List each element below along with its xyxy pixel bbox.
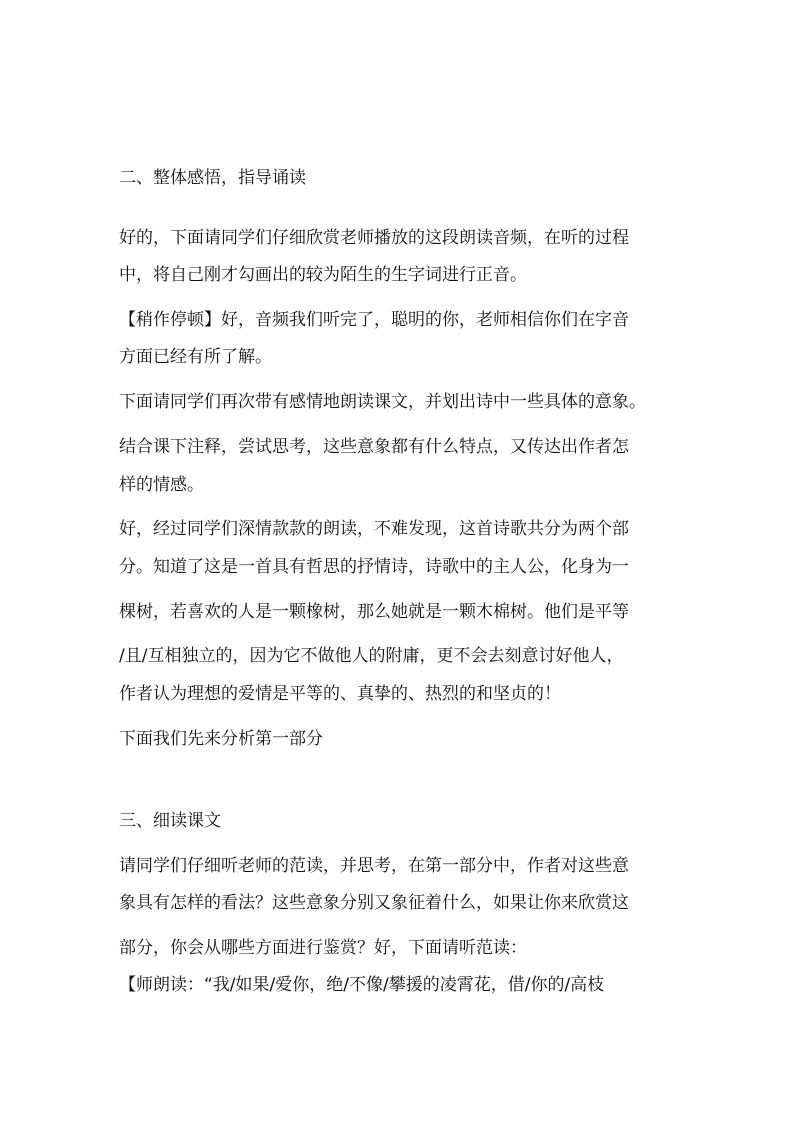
paragraph-line: 结合课下注释，尝试思考，这些意象都有什么特点，又传达出作者怎: [119, 437, 629, 457]
paragraph-line: 好，经过同学们深情款款的朗读，不难发现，这首诗歌共分为两个部: [119, 519, 629, 539]
paragraph-line: 【师朗读：“我/如果/爱你，绝/不像/攀援的凌霄花，借/你的/高枝: [119, 975, 605, 995]
paragraph-line: /且/互相独立的，因为它不做他人的附庸，更不会去刻意讨好他人，: [119, 646, 624, 666]
paragraph-line: 请同学们仔细听老师的范读，并思考，在第一部分中，作者对这些意: [119, 856, 629, 876]
paragraph-line: 棵树，若喜欢的人是一颗橡树，那么她就是一颗木棉树。他们是平等: [119, 602, 629, 622]
paragraph-line: 下面我们先来分析第一部分: [119, 729, 323, 749]
paragraph-line: 部分，你会从哪些方面进行鉴赏？好，下面请听范读：: [119, 938, 527, 958]
paragraph-line: 作者认为理想的爱情是平等的、真挚的、热烈的和坚贞的！: [119, 684, 561, 704]
paragraph-line: 方面已经有所了解。: [119, 347, 272, 367]
paragraph-line: 中，将自己刚才勾画出的较为陌生的生字词进行正音。: [119, 265, 527, 285]
paragraph-line: 样的情感。: [119, 475, 204, 495]
paragraph-line: 下面请同学们再次带有感情地朗读课文，并划出诗中一些具体的意象。: [119, 392, 646, 412]
section-heading-2: 二、整体感悟，指导诵读: [119, 168, 306, 188]
paragraph-line: 分。知道了这是一首具有哲思的抒情诗，诗歌中的主人公，化身为一: [119, 557, 629, 577]
section-heading-3: 三、细读课文: [119, 811, 221, 831]
paragraph-line: 【稍作停顿】好，音频我们听完了，聪明的你，老师相信你们在字音: [119, 310, 629, 330]
paragraph-line: 象具有怎样的看法？这些意象分别又象征着什么，如果让你来欣赏这: [119, 893, 629, 913]
paragraph-line: 好的，下面请同学们仔细欣赏老师播放的这段朗读音频，在听的过程: [119, 228, 629, 248]
